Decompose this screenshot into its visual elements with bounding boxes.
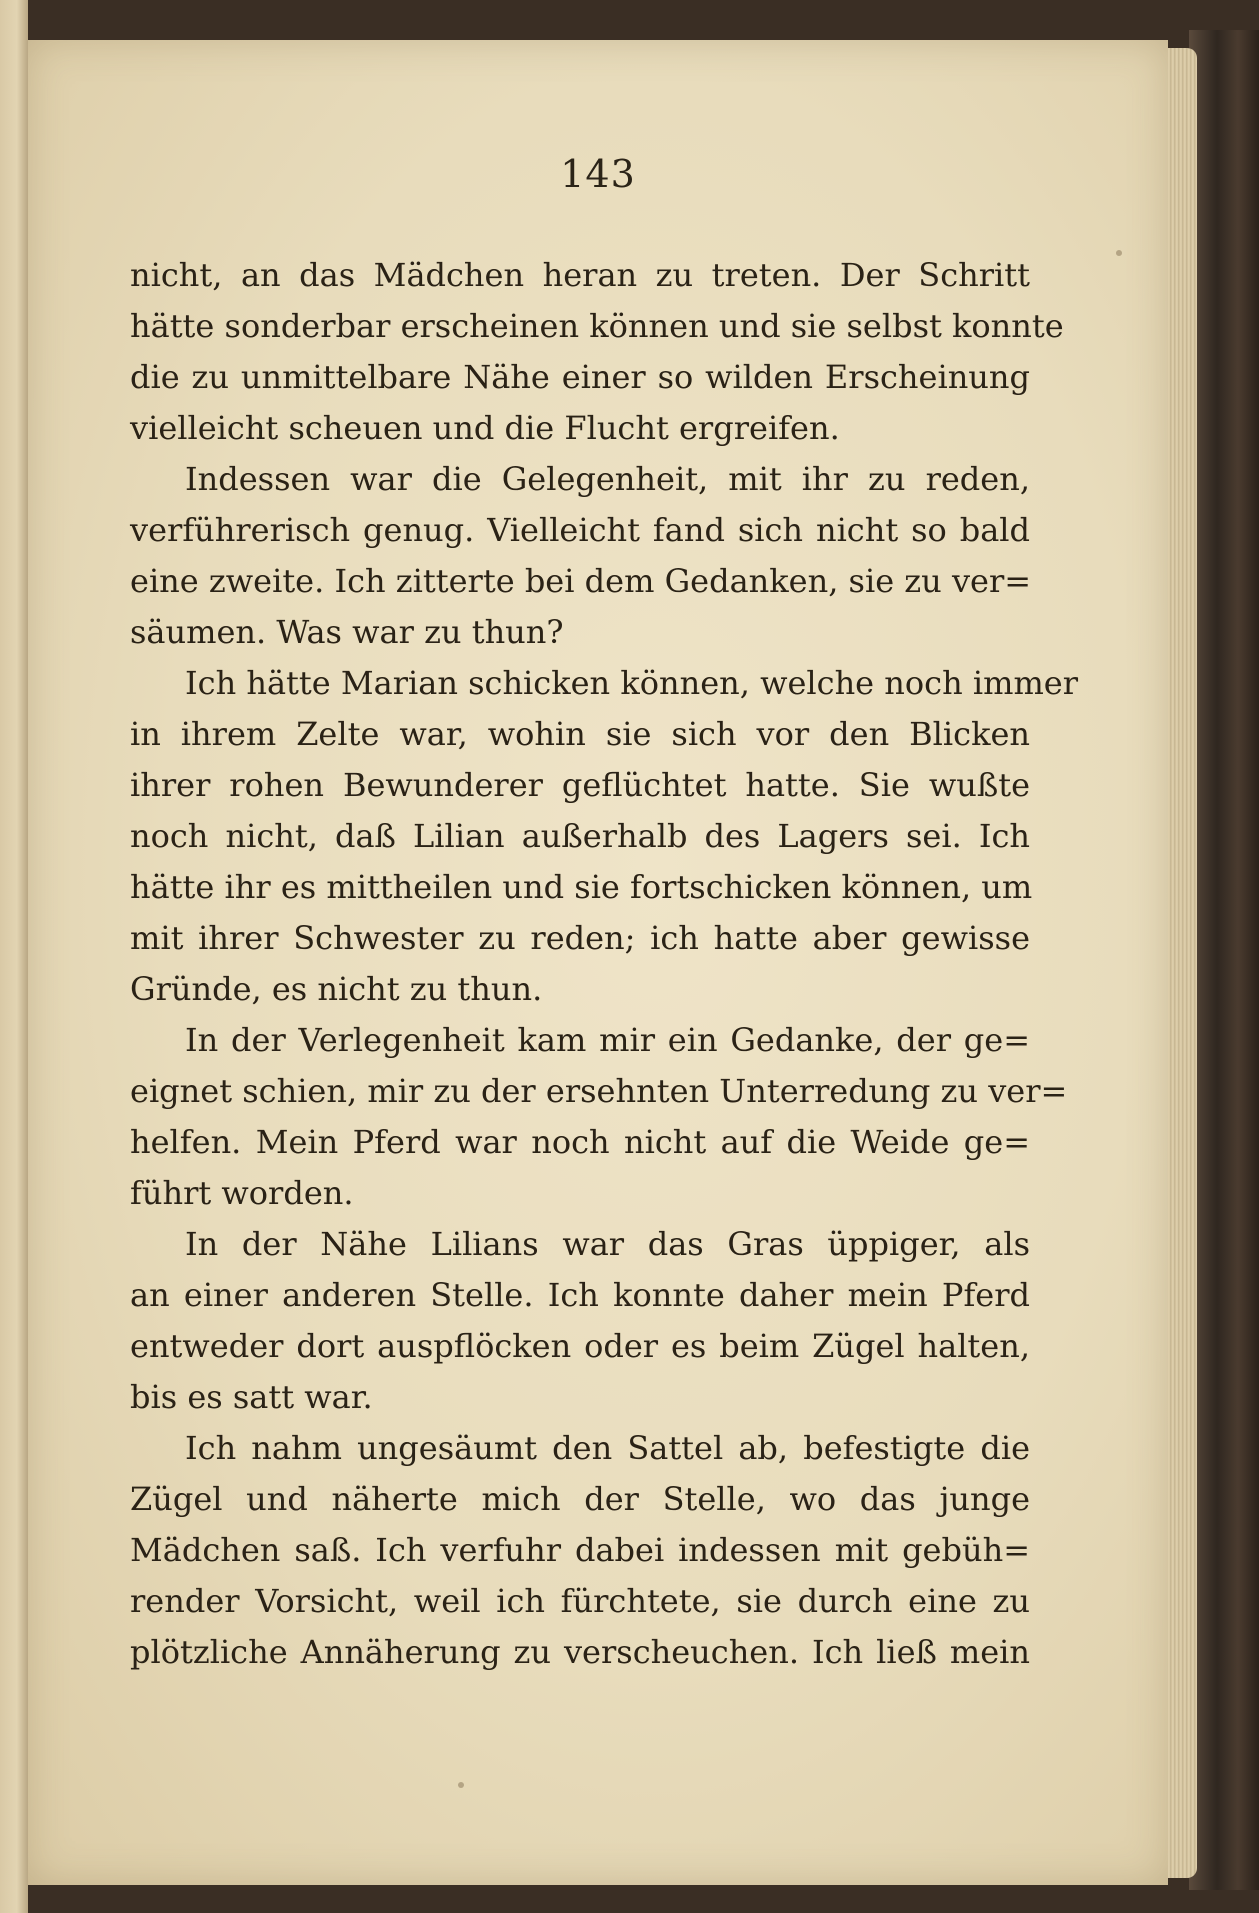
text-line: nicht, an das Mädchen heran zu treten. Der Schritt xyxy=(130,256,1030,294)
text-line: in ihrem Zelte war, wohin sie sich vor den Blicken xyxy=(130,715,1030,753)
book-page xyxy=(28,40,1168,1885)
text-line: noch nicht, daß Lilian außerhalb des Lagers sei. Ich xyxy=(130,817,1030,855)
text-line: vielleicht scheuen und die Flucht ergreifen. xyxy=(130,409,840,447)
text-line: säumen. Was war zu thun? xyxy=(130,613,564,651)
text-line: bis es satt war. xyxy=(130,1378,373,1416)
text-line: hätte sonderbar erscheinen können und sie selbst konnte xyxy=(130,307,1064,345)
text-line: an einer anderen Stelle. Ich konnte daher mein Pferd xyxy=(130,1276,1030,1314)
paper-speck xyxy=(1116,250,1122,256)
text-line: Mädchen saß. Ich verfuhr dabei indessen mit gebüh= xyxy=(130,1531,1030,1569)
text-line: führt worden. xyxy=(130,1174,354,1212)
text-line: entweder dort auspflöcken oder es beim Zügel halten, xyxy=(130,1327,1030,1365)
text-line: Ich hätte Marian schicken können, welche noch immer xyxy=(185,664,1079,702)
paper-speck xyxy=(458,1782,464,1788)
text-line: Indessen war die Gelegenheit, mit ihr zu reden, xyxy=(185,460,1030,498)
text-line: eignet schien, mir zu der ersehnten Unterredung zu ver= xyxy=(130,1072,1068,1110)
text-line: mit ihrer Schwester zu reden; ich hatte aber gewisse xyxy=(130,919,1030,957)
text-line: helfen. Mein Pferd war noch nicht auf die Weide ge= xyxy=(130,1123,1030,1161)
page-number: 143 xyxy=(560,152,636,196)
text-line: die zu unmittelbare Nähe einer so wilden Erscheinung xyxy=(130,358,1030,396)
text-line: plötzliche Annäherung zu verscheuchen. Ich ließ mein xyxy=(130,1633,1030,1671)
text-line: Gründe, es nicht zu thun. xyxy=(130,970,543,1008)
text-line: In der Nähe Lilians war das Gras üppiger, als xyxy=(185,1225,1030,1263)
text-line: render Vorsicht, weil ich fürchtete, sie durch eine zu xyxy=(130,1582,1030,1620)
text-line: Zügel und näherte mich der Stelle, wo das junge xyxy=(130,1480,1030,1518)
text-line: ihrer rohen Bewunderer geflüchtet hatte. Sie wußte xyxy=(130,766,1030,804)
book-spine xyxy=(1189,30,1259,1890)
text-line: Ich nahm ungesäumt den Sattel ab, befestigte die xyxy=(185,1429,1030,1467)
text-line: eine zweite. Ich zitterte bei dem Gedanken, sie zu ver= xyxy=(130,562,1032,600)
page-text xyxy=(130,250,1079,1678)
text-line: In der Verlegenheit kam mir ein Gedanke, der ge= xyxy=(185,1021,1030,1059)
previous-page-edge xyxy=(0,0,28,1913)
text-line: verführerisch genug. Vielleicht fand sich nicht so bald xyxy=(130,511,1030,549)
text-line: hätte ihr es mittheilen und sie fortschicken können, um xyxy=(130,868,1033,906)
